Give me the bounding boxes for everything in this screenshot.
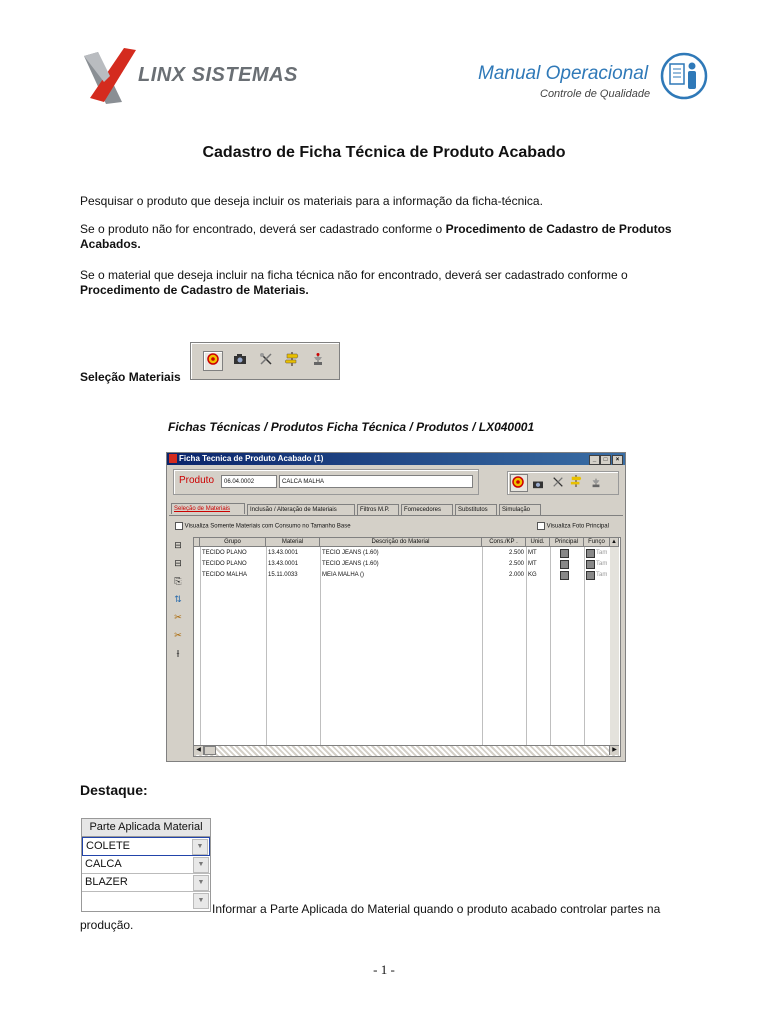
manual-logo	[660, 52, 708, 100]
window-titlebar	[167, 453, 625, 465]
grid-vline	[200, 547, 201, 756]
parte-aplicada-row[interactable]	[82, 837, 210, 856]
grid-vline	[266, 547, 267, 756]
tab-simulacao[interactable]: Simulação	[499, 504, 541, 515]
ficha-tecnica-window	[166, 452, 626, 762]
tab-selecao-materiais[interactable]: Seleção de Materiais	[171, 503, 245, 514]
cell-funcao-check[interactable]	[586, 549, 595, 558]
cell-cons[interactable]: 2.500	[508, 550, 524, 556]
linx-logo-icon	[80, 48, 140, 106]
scroll-left-icon[interactable]: ◀	[194, 746, 204, 755]
grid-vline	[482, 547, 483, 756]
check-consumo-box[interactable]	[175, 522, 183, 530]
scroll-right-icon[interactable]: ▶	[609, 746, 619, 755]
paragraph-3-text: Se o material que deseja incluir na ficha técnica não for encontrado, deverá ser cadastrado conforme o	[80, 268, 628, 282]
win-camera-icon[interactable]	[532, 476, 544, 494]
document-person-icon	[660, 52, 708, 100]
grid-vline	[320, 547, 321, 756]
scroll-up-icon[interactable]: ▲	[610, 538, 619, 547]
procedimento-produtos-link: Procedimento de Cadastro de Produtos Acabados.	[80, 222, 672, 251]
cell-principal-check[interactable]	[560, 549, 569, 558]
split-columns-icon[interactable]: ⫲	[176, 648, 180, 658]
col-material[interactable]: Material	[266, 538, 320, 547]
produto-code-input[interactable]: 06.04.0002	[221, 475, 277, 488]
selecao-toolbar	[190, 342, 340, 380]
parte-aplicada-value: CALCA	[85, 858, 122, 870]
close-icon[interactable]: ×	[612, 455, 623, 465]
horizontal-scrollbar[interactable]	[194, 745, 619, 756]
tab-fornecedores[interactable]: Fornecedores	[401, 504, 453, 515]
cell-descricao[interactable]: MEIA MALHA ()	[322, 572, 365, 578]
parte-aplicada-table	[81, 818, 211, 912]
check-consumo[interactable]	[175, 522, 351, 530]
window-toolbar	[507, 471, 619, 495]
tab-inclusao-alteracao[interactable]: Inclusão / Alteração de Materiais	[247, 504, 355, 515]
col-cons[interactable]: Cons./KP .	[482, 538, 526, 547]
cell-extra: Tam	[596, 572, 608, 578]
parte-aplicada-row[interactable]	[82, 874, 210, 892]
cell-extra: Tam	[596, 550, 608, 556]
destaque-note-line1: Informar a Parte Aplicada do Material quando o produto acabado controlar partes na	[212, 902, 661, 916]
win-signpost-icon[interactable]	[570, 474, 582, 493]
cell-principal-check[interactable]	[560, 560, 569, 569]
target-icon[interactable]	[203, 351, 223, 371]
tab-divider	[169, 515, 623, 516]
cell-grupo[interactable]: TECIDO MALHA	[202, 572, 248, 578]
tools-icon[interactable]	[257, 352, 275, 370]
paragraph-2-text: Se o produto não for encontrado, deverá ser cadastrado conforme o	[80, 222, 446, 236]
paragraph-2	[80, 222, 705, 252]
cell-unid[interactable]: KG	[528, 572, 537, 578]
win-scale-icon[interactable]	[590, 475, 602, 493]
check-foto-box[interactable]	[537, 522, 545, 530]
destaque-note-line2: produção.	[80, 918, 134, 932]
tab-filtros[interactable]: Filtros M.P.	[357, 504, 399, 515]
dropdown-arrow-icon[interactable]: ▼	[193, 857, 209, 873]
minimize-icon[interactable]: _	[589, 455, 600, 465]
vertical-scrollbar[interactable]	[610, 547, 619, 745]
parte-aplicada-row[interactable]	[82, 856, 210, 874]
paste-icon[interactable]: ✂	[174, 630, 182, 640]
destaque-heading: Destaque:	[80, 782, 148, 798]
win-tools-icon[interactable]	[552, 475, 564, 493]
check-foto[interactable]	[537, 522, 609, 530]
page-number: - 1 -	[373, 962, 395, 977]
parte-aplicada-header: Parte Aplicada Material	[82, 819, 210, 837]
check-consumo-label: Visualiza Somente Materiais com Consumo no Tamanho Base	[184, 523, 351, 530]
materials-grid	[193, 537, 621, 757]
cell-descricao[interactable]: TECIO JEANS (1.60)	[322, 550, 379, 556]
parte-aplicada-row[interactable]	[82, 892, 210, 909]
cell-principal-check[interactable]	[560, 571, 569, 580]
app-icon	[169, 454, 177, 463]
produto-label: Produto	[179, 475, 215, 486]
tab-substitutos[interactable]: Substitutos	[455, 504, 497, 515]
cut-icon[interactable]: ✂	[174, 612, 182, 622]
grid-vline	[550, 547, 551, 756]
path-caption: Fichas Técnicas / Produtos Ficha Técnica / Produtos / LX040001	[168, 420, 535, 434]
cell-funcao-check[interactable]	[586, 571, 595, 580]
paragraph-3	[80, 268, 705, 298]
cell-cons[interactable]: 2.500	[508, 561, 524, 567]
scroll-thumb[interactable]	[204, 746, 216, 755]
sort-icon[interactable]: ⇅	[174, 594, 182, 604]
window-title: Ficha Tecnica de Produto Acabado (1)	[179, 454, 324, 463]
scale-icon[interactable]	[309, 352, 327, 370]
cell-extra: Tam	[596, 561, 608, 567]
cell-unid[interactable]: MT	[528, 550, 537, 556]
selecao-label: Seleção Materiais	[80, 370, 181, 384]
page-title: Cadastro de Ficha Técnica de Produto Acabado	[202, 144, 566, 161]
delete-row-icon[interactable]: ⊟	[174, 558, 182, 568]
grid-vline	[584, 547, 585, 756]
cell-cons[interactable]: 2.000	[508, 572, 524, 578]
cell-grupo[interactable]: TECIDO PLANO	[202, 550, 247, 556]
win-target-icon[interactable]	[510, 474, 528, 492]
col-principal[interactable]: Principal	[550, 538, 584, 547]
cell-descricao[interactable]: TECIO JEANS (1.60)	[322, 561, 379, 567]
cell-unid[interactable]: MT	[528, 561, 537, 567]
col-unid[interactable]: Unid.	[526, 538, 550, 547]
parte-aplicada-value: COLETE	[86, 840, 131, 852]
dropdown-arrow-icon[interactable]: ▼	[193, 893, 209, 909]
cell-material[interactable]: 13.43.0001	[268, 550, 299, 556]
produto-desc-input[interactable]: CALCA MALHA	[279, 475, 473, 488]
dropdown-arrow-icon[interactable]: ▼	[193, 875, 209, 891]
col-grupo[interactable]: Grupo	[200, 538, 266, 547]
cell-funcao-check[interactable]	[586, 560, 595, 569]
col-funcao[interactable]: Funço	[584, 538, 610, 547]
insert-row-icon[interactable]: ⊟	[174, 540, 182, 550]
manual-subtitle: Controle de Qualidade	[540, 88, 651, 100]
check-foto-label: Visualiza Foto Principal	[546, 523, 609, 530]
grid-vline	[526, 547, 527, 756]
manual-title: Manual Operacional	[478, 63, 649, 84]
parte-aplicada-value: BLAZER	[85, 876, 128, 888]
signpost-icon[interactable]	[283, 351, 301, 369]
edit-row-icon[interactable]: ⎘	[174, 576, 182, 586]
paragraph-1: Pesquisar o produto que deseja incluir os materiais para a informação da ficha-técnica.	[80, 194, 543, 208]
cell-material[interactable]: 15.11.0033	[268, 572, 298, 578]
procedimento-materiais-link: Procedimento de Cadastro de Materiais.	[80, 283, 309, 297]
cell-material[interactable]: 13.43.0001	[268, 561, 299, 567]
linx-logo-mark	[80, 48, 140, 106]
cell-grupo[interactable]: TECIDO PLANO	[202, 561, 247, 567]
logo-text: LINX SISTEMAS	[138, 64, 298, 86]
col-descricao[interactable]: Descrição do Material	[320, 538, 482, 547]
dropdown-arrow-icon[interactable]: ▼	[192, 839, 208, 855]
camera-icon[interactable]	[231, 352, 249, 370]
maximize-icon[interactable]: □	[600, 455, 611, 465]
